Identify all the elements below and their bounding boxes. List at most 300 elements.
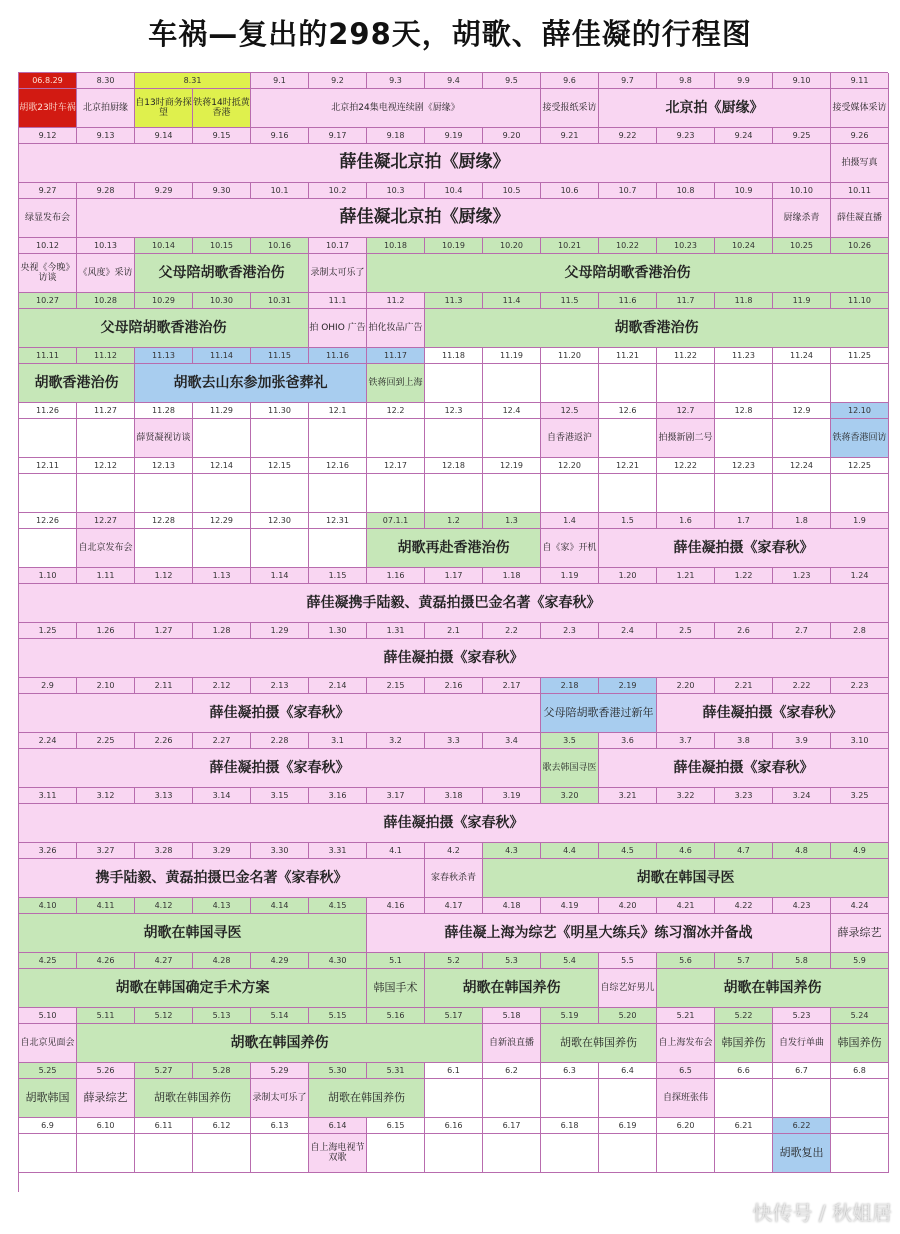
date-cell: 12.20 <box>541 458 599 474</box>
date-cell: 12.17 <box>367 458 425 474</box>
date-cell: 5.25 <box>19 1063 77 1079</box>
date-cell: 8.30 <box>77 73 135 89</box>
date-cell: 4.16 <box>367 898 425 914</box>
event-cell: 薛录综艺 <box>77 1079 135 1118</box>
event-cell: 胡歌在韩国确定手术方案 <box>19 969 367 1008</box>
event-cell: 薛佳凝拍摄《家春秋》 <box>19 694 541 733</box>
event-cell: 自上海电视节双歌 <box>309 1134 367 1173</box>
empty-cell <box>831 364 889 403</box>
date-cell: 6.19 <box>599 1118 657 1134</box>
date-cell: 6.5 <box>657 1063 715 1079</box>
date-cell: 5.16 <box>367 1008 425 1024</box>
event-cell: 携手陆毅、黄磊拍摄巴金名著《家春秋》 <box>19 859 425 898</box>
date-cell: 3.10 <box>831 733 889 749</box>
empty-cell <box>599 1079 657 1118</box>
empty-cell <box>425 1134 483 1173</box>
date-cell: 5.27 <box>135 1063 193 1079</box>
date-cell: 11.26 <box>19 403 77 419</box>
date-cell: 9.7 <box>599 73 657 89</box>
empty-cell <box>193 529 251 568</box>
event-cell: 薛佳凝拍摄《家春秋》 <box>657 694 889 733</box>
empty-cell <box>19 529 77 568</box>
date-cell: 5.3 <box>483 953 541 969</box>
date-cell: 10.3 <box>367 183 425 199</box>
date-cell: 4.2 <box>425 843 483 859</box>
date-cell: 12.2 <box>367 403 425 419</box>
date-cell: 5.19 <box>541 1008 599 1024</box>
date-cell: 3.17 <box>367 788 425 804</box>
empty-cell <box>599 1134 657 1173</box>
date-cell: 2.17 <box>483 678 541 694</box>
empty-cell <box>193 1134 251 1173</box>
date-cell: 1.9 <box>831 513 889 529</box>
date-cell: 11.9 <box>773 293 831 309</box>
date-cell: 5.7 <box>715 953 773 969</box>
empty-cell <box>135 1134 193 1173</box>
date-cell: 6.9 <box>19 1118 77 1134</box>
event-cell: 拍 OHIO 广告 <box>309 309 367 348</box>
event-cell: 薛佳凝拍摄《家春秋》 <box>19 749 541 788</box>
date-cell: 1.25 <box>19 623 77 639</box>
date-cell: 10.11 <box>831 183 889 199</box>
date-cell: 2.15 <box>367 678 425 694</box>
date-cell: 2.18 <box>541 678 599 694</box>
date-cell: 4.8 <box>773 843 831 859</box>
event-cell: 自香港返沪 <box>541 419 599 458</box>
date-cell: 10.2 <box>309 183 367 199</box>
date-cell: 4.26 <box>77 953 135 969</box>
date-cell: 12.11 <box>19 458 77 474</box>
date-cell: 1.23 <box>773 568 831 584</box>
date-cell: 4.21 <box>657 898 715 914</box>
date-cell: 3.25 <box>831 788 889 804</box>
date-cell: 6.10 <box>77 1118 135 1134</box>
date-cell: 12.10 <box>831 403 889 419</box>
watermark: 快传号 / 秋姐居 <box>752 1201 892 1225</box>
date-cell: 12.3 <box>425 403 483 419</box>
date-cell: 12.22 <box>657 458 715 474</box>
date-cell: 5.22 <box>715 1008 773 1024</box>
date-cell: 4.18 <box>483 898 541 914</box>
empty-cell <box>541 474 599 513</box>
date-cell: 10.12 <box>19 238 77 254</box>
date-cell: 5.30 <box>309 1063 367 1079</box>
date-cell: 5.6 <box>657 953 715 969</box>
date-cell: 1.8 <box>773 513 831 529</box>
event-cell: 胡歌再赴香港治伤 <box>367 529 541 568</box>
event-cell: 薛佳凝拍摄《家春秋》 <box>19 639 889 678</box>
date-cell: 4.24 <box>831 898 889 914</box>
date-cell: 4.6 <box>657 843 715 859</box>
date-cell: 3.8 <box>715 733 773 749</box>
date-cell: 3.9 <box>773 733 831 749</box>
date-cell: 5.26 <box>77 1063 135 1079</box>
empty-cell <box>599 364 657 403</box>
date-cell: 12.15 <box>251 458 309 474</box>
date-cell: 6.8 <box>831 1063 889 1079</box>
date-cell: 11.23 <box>715 348 773 364</box>
date-cell: 3.14 <box>193 788 251 804</box>
date-cell: 3.2 <box>367 733 425 749</box>
empty-cell <box>715 419 773 458</box>
empty-cell <box>251 529 309 568</box>
event-cell: 胡歌23时车祸 <box>19 89 77 128</box>
empty-cell <box>483 419 541 458</box>
date-cell: 2.5 <box>657 623 715 639</box>
date-cell: 9.1 <box>251 73 309 89</box>
date-cell: 1.12 <box>135 568 193 584</box>
date-cell: 3.28 <box>135 843 193 859</box>
empty-cell <box>541 364 599 403</box>
date-cell: 5.1 <box>367 953 425 969</box>
date-cell: 11.27 <box>77 403 135 419</box>
date-cell: 06.8.29 <box>19 73 77 89</box>
date-cell: 3.11 <box>19 788 77 804</box>
date-cell: 1.27 <box>135 623 193 639</box>
empty-cell <box>657 1134 715 1173</box>
date-cell: 5.13 <box>193 1008 251 1024</box>
event-cell: 胡歌在韩国养伤 <box>541 1024 657 1063</box>
date-cell: 4.15 <box>309 898 367 914</box>
date-cell: 6.20 <box>657 1118 715 1134</box>
date-cell: 9.24 <box>715 128 773 144</box>
date-cell: 12.9 <box>773 403 831 419</box>
date-cell: 11.29 <box>193 403 251 419</box>
event-cell: 铁蒋回到上海 <box>367 364 425 403</box>
date-cell: 5.31 <box>367 1063 425 1079</box>
date-cell: 9.23 <box>657 128 715 144</box>
date-cell: 10.28 <box>77 293 135 309</box>
date-cell: 3.15 <box>251 788 309 804</box>
date-cell: 12.31 <box>309 513 367 529</box>
date-cell: 12.7 <box>657 403 715 419</box>
date-cell: 2.22 <box>773 678 831 694</box>
empty-cell <box>483 1134 541 1173</box>
date-cell: 1.2 <box>425 513 483 529</box>
event-cell: 胡歌韩国 <box>19 1079 77 1118</box>
date-cell: 1.20 <box>599 568 657 584</box>
empty-cell <box>251 1134 309 1173</box>
date-cell: 2.6 <box>715 623 773 639</box>
event-cell: 《风度》采访 <box>77 254 135 293</box>
event-cell: 父母陪胡歌香港过新年 <box>541 694 657 733</box>
event-cell: 胡歌在韩国养伤 <box>309 1079 425 1118</box>
date-cell: 2.9 <box>19 678 77 694</box>
empty-cell <box>19 1134 77 1173</box>
date-cell: 10.14 <box>135 238 193 254</box>
empty-cell <box>425 419 483 458</box>
date-cell: 6.18 <box>541 1118 599 1134</box>
event-cell: 父母陪胡歌香港治伤 <box>19 309 309 348</box>
empty-cell <box>367 474 425 513</box>
empty-cell <box>483 474 541 513</box>
date-cell: 11.19 <box>483 348 541 364</box>
date-cell: 11.15 <box>251 348 309 364</box>
date-cell: 1.21 <box>657 568 715 584</box>
event-cell: 韩国手术 <box>367 969 425 1008</box>
empty-cell <box>425 1079 483 1118</box>
date-cell: 5.2 <box>425 953 483 969</box>
date-cell: 11.28 <box>135 403 193 419</box>
date-cell: 2.12 <box>193 678 251 694</box>
date-cell: 6.22 <box>773 1118 831 1134</box>
date-cell: 6.16 <box>425 1118 483 1134</box>
date-cell: 11.2 <box>367 293 425 309</box>
date-cell: 9.18 <box>367 128 425 144</box>
date-cell: 10.22 <box>599 238 657 254</box>
date-cell: 11.3 <box>425 293 483 309</box>
date-cell: 9.14 <box>135 128 193 144</box>
date-cell: 12.19 <box>483 458 541 474</box>
event-cell: 北京拍24集电视连续剧《厨缘》 <box>251 89 541 128</box>
event-cell: 铁蒋14时抵黄香港 <box>193 89 251 128</box>
date-cell: 12.24 <box>773 458 831 474</box>
date-cell: 10.1 <box>251 183 309 199</box>
schedule-grid <box>18 72 888 1192</box>
date-cell: 9.21 <box>541 128 599 144</box>
empty-cell <box>77 474 135 513</box>
date-cell: 3.13 <box>135 788 193 804</box>
event-cell: 胡歌在韩国养伤 <box>77 1024 483 1063</box>
date-cell: 2.24 <box>19 733 77 749</box>
date-cell: 12.26 <box>19 513 77 529</box>
date-cell: 11.14 <box>193 348 251 364</box>
empty-cell <box>19 474 77 513</box>
date-cell: 9.15 <box>193 128 251 144</box>
empty-cell <box>831 474 889 513</box>
date-cell: 10.7 <box>599 183 657 199</box>
date-cell: 1.30 <box>309 623 367 639</box>
date-cell: 3.5 <box>541 733 599 749</box>
date-cell: 9.9 <box>715 73 773 89</box>
date-cell: 11.6 <box>599 293 657 309</box>
date-cell: 6.1 <box>425 1063 483 1079</box>
date-cell: 4.27 <box>135 953 193 969</box>
empty-cell <box>309 474 367 513</box>
date-cell: 6.3 <box>541 1063 599 1079</box>
event-cell: 胡歌香港治伤 <box>425 309 889 348</box>
empty-cell <box>831 1134 889 1173</box>
empty-cell <box>657 364 715 403</box>
date-cell: 1.18 <box>483 568 541 584</box>
date-cell: 1.24 <box>831 568 889 584</box>
empty-cell <box>425 474 483 513</box>
date-cell: 6.13 <box>251 1118 309 1134</box>
date-cell: 2.26 <box>135 733 193 749</box>
date-cell: 12.28 <box>135 513 193 529</box>
date-cell: 9.27 <box>19 183 77 199</box>
event-cell: 央视《今晚》访谈 <box>19 254 77 293</box>
date-cell: 1.10 <box>19 568 77 584</box>
date-cell: 07.1.1 <box>367 513 425 529</box>
event-cell: 自13时商务探望 <box>135 89 193 128</box>
date-cell: 10.8 <box>657 183 715 199</box>
empty-cell <box>135 529 193 568</box>
empty-cell <box>657 474 715 513</box>
event-cell: 薛佳凝直播 <box>831 199 889 238</box>
date-cell: 11.25 <box>831 348 889 364</box>
event-cell: 接受媒体采访 <box>831 89 889 128</box>
empty-cell <box>773 419 831 458</box>
event-cell: 父母陪胡歌香港治伤 <box>367 254 889 293</box>
date-cell: 4.17 <box>425 898 483 914</box>
empty-cell <box>773 1079 831 1118</box>
date-cell: 4.10 <box>19 898 77 914</box>
event-cell: 家春秋杀青 <box>425 859 483 898</box>
date-cell: 6.14 <box>309 1118 367 1134</box>
date-cell: 1.17 <box>425 568 483 584</box>
date-cell: 5.14 <box>251 1008 309 1024</box>
date-cell: 4.4 <box>541 843 599 859</box>
event-cell: 薛佳凝携手陆毅、黄磊拍摄巴金名著《家春秋》 <box>19 584 889 623</box>
event-cell: 自北京见面会 <box>19 1024 77 1063</box>
date-cell: 12.1 <box>309 403 367 419</box>
date-cell: 5.12 <box>135 1008 193 1024</box>
date-cell: 1.22 <box>715 568 773 584</box>
event-cell: 自上海发布会 <box>657 1024 715 1063</box>
date-cell: 5.11 <box>77 1008 135 1024</box>
empty-cell <box>599 474 657 513</box>
date-cell: 9.29 <box>135 183 193 199</box>
date-cell: 2.10 <box>77 678 135 694</box>
empty-cell <box>831 1079 889 1118</box>
event-cell: 薛佳凝北京拍《厨缘》 <box>77 199 773 238</box>
empty-cell <box>251 474 309 513</box>
date-cell: 1.13 <box>193 568 251 584</box>
date-cell: 8.31 <box>135 73 251 89</box>
date-cell: 4.28 <box>193 953 251 969</box>
date-cell: 1.11 <box>77 568 135 584</box>
empty-cell <box>715 474 773 513</box>
empty-cell <box>135 474 193 513</box>
date-cell: 10.5 <box>483 183 541 199</box>
date-cell: 10.31 <box>251 293 309 309</box>
empty-cell <box>367 1134 425 1173</box>
event-cell: 北京拍《厨缘》 <box>599 89 831 128</box>
event-cell: 北京拍厨缘 <box>77 89 135 128</box>
date-cell: 2.27 <box>193 733 251 749</box>
empty-cell <box>77 419 135 458</box>
event-cell: 自新浪直播 <box>483 1024 541 1063</box>
date-cell: 12.4 <box>483 403 541 419</box>
event-cell: 薛贤凝视访谈 <box>135 419 193 458</box>
event-cell: 胡歌在韩国寻医 <box>19 914 367 953</box>
event-cell: 胡歌去山东参加张爸葬礼 <box>135 364 367 403</box>
date-cell: 5.23 <box>773 1008 831 1024</box>
event-cell: 韩国养伤 <box>715 1024 773 1063</box>
date-cell: 12.23 <box>715 458 773 474</box>
date-cell: 12.5 <box>541 403 599 419</box>
date-cell: 9.16 <box>251 128 309 144</box>
empty-cell <box>599 419 657 458</box>
empty-cell <box>483 364 541 403</box>
date-cell: 9.4 <box>425 73 483 89</box>
event-cell: 自北京发布会 <box>77 529 135 568</box>
date-cell: 6.4 <box>599 1063 657 1079</box>
date-cell: 12.14 <box>193 458 251 474</box>
event-cell: 薛佳凝拍摄《家春秋》 <box>599 529 889 568</box>
event-cell: 薛佳凝拍摄《家春秋》 <box>19 804 889 843</box>
date-cell: 2.13 <box>251 678 309 694</box>
date-cell: 3.26 <box>19 843 77 859</box>
date-cell: 11.12 <box>77 348 135 364</box>
date-cell: 9.2 <box>309 73 367 89</box>
date-cell: 2.1 <box>425 623 483 639</box>
date-cell <box>831 1118 889 1134</box>
date-cell: 3.24 <box>773 788 831 804</box>
empty-cell <box>541 1079 599 1118</box>
event-cell: 自《家》开机 <box>541 529 599 568</box>
event-cell: 歌去韩国寻医 <box>541 749 599 788</box>
date-cell: 12.30 <box>251 513 309 529</box>
date-cell: 2.7 <box>773 623 831 639</box>
event-cell: 胡歌在韩国养伤 <box>135 1079 251 1118</box>
empty-cell <box>541 1134 599 1173</box>
event-cell: 胡歌香港治伤 <box>19 364 135 403</box>
date-cell: 4.3 <box>483 843 541 859</box>
date-cell: 9.30 <box>193 183 251 199</box>
date-cell: 11.22 <box>657 348 715 364</box>
date-cell: 1.5 <box>599 513 657 529</box>
date-cell: 9.19 <box>425 128 483 144</box>
date-cell: 5.21 <box>657 1008 715 1024</box>
date-cell: 6.17 <box>483 1118 541 1134</box>
empty-cell <box>77 1134 135 1173</box>
date-cell: 10.29 <box>135 293 193 309</box>
date-cell: 10.26 <box>831 238 889 254</box>
date-cell: 1.4 <box>541 513 599 529</box>
date-cell: 12.6 <box>599 403 657 419</box>
event-cell: 自发行单曲 <box>773 1024 831 1063</box>
date-cell: 2.16 <box>425 678 483 694</box>
date-cell: 12.27 <box>77 513 135 529</box>
date-cell: 9.25 <box>773 128 831 144</box>
date-cell: 2.19 <box>599 678 657 694</box>
date-cell: 1.6 <box>657 513 715 529</box>
event-cell: 父母陪胡歌香港治伤 <box>135 254 309 293</box>
event-cell: 胡歌在韩国寻医 <box>483 859 889 898</box>
empty-cell <box>251 419 309 458</box>
date-cell: 4.7 <box>715 843 773 859</box>
date-cell: 4.25 <box>19 953 77 969</box>
date-cell: 11.18 <box>425 348 483 364</box>
date-cell: 4.19 <box>541 898 599 914</box>
event-cell: 薛录综艺 <box>831 914 889 953</box>
date-cell: 5.17 <box>425 1008 483 1024</box>
date-cell: 11.17 <box>367 348 425 364</box>
date-cell: 3.27 <box>77 843 135 859</box>
date-cell: 10.19 <box>425 238 483 254</box>
date-cell: 11.7 <box>657 293 715 309</box>
date-cell: 4.14 <box>251 898 309 914</box>
date-cell: 12.18 <box>425 458 483 474</box>
event-cell: 绿显发布会 <box>19 199 77 238</box>
date-cell: 3.18 <box>425 788 483 804</box>
date-cell: 11.8 <box>715 293 773 309</box>
date-cell: 5.28 <box>193 1063 251 1079</box>
date-cell: 2.28 <box>251 733 309 749</box>
date-cell: 9.20 <box>483 128 541 144</box>
event-cell: 接受报纸采访 <box>541 89 599 128</box>
date-cell: 3.30 <box>251 843 309 859</box>
date-cell: 6.2 <box>483 1063 541 1079</box>
empty-cell <box>715 364 773 403</box>
date-cell: 5.24 <box>831 1008 889 1024</box>
date-cell: 12.25 <box>831 458 889 474</box>
event-cell: 薛佳凝北京拍《厨缘》 <box>19 144 831 183</box>
date-cell: 11.5 <box>541 293 599 309</box>
empty-cell <box>425 364 483 403</box>
